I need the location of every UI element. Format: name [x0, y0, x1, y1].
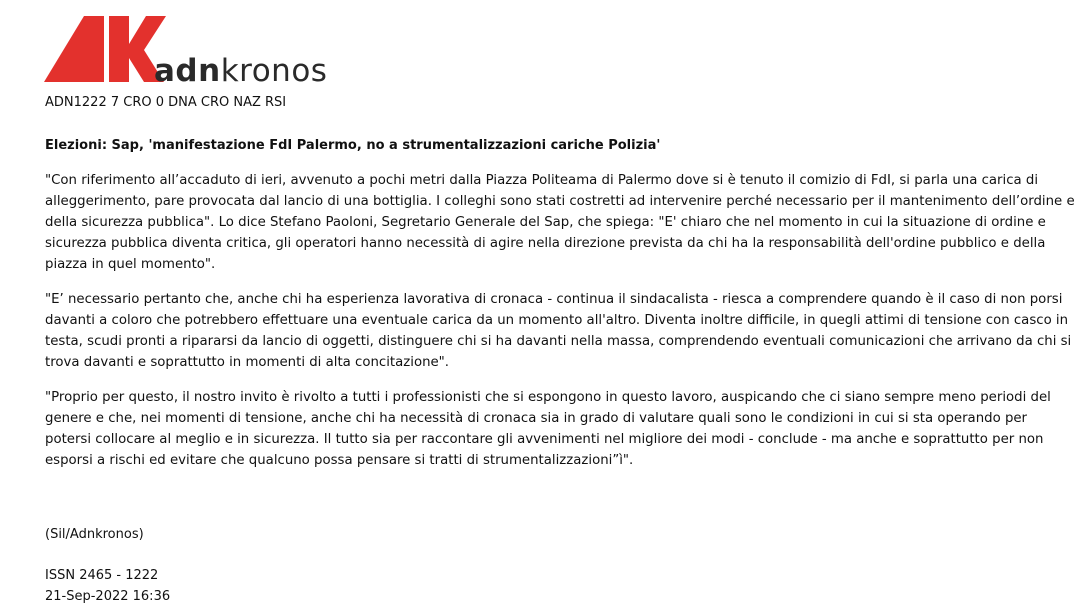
article [45, 92, 1075, 607]
article-headline: Elezioni: Sap, 'manifestazione FdI Palermo, no a strumentalizzazioni cariche Polizia' [45, 138, 661, 153]
adnkronos-logo [44, 14, 328, 89]
article-code: ADN1222 7 CRO 0 DNA CRO NAZ RSI [45, 95, 287, 110]
article-paragraph-1: "Con riferimento all’accaduto di ieri, avvenuto a pochi metri dalla Piazza Politeama di Palermo dove si è tenuto il comizio di FdI, si parla una carica di alleggerimento, pare provocata dal lancio di una bottiglia. I colleghi sono stati costretti ad intervenire perché necessario per il mantenimento dell’ordine e della sicurezza pubblica". Lo dice Stefano Paoloni, Segretario Generale del Sap, che spiega: "E' chiaro che nel momento in cui la situazione di ordine e sicurezza pubblica diventa critica, gli operatori hanno necessità di agire nella direzione prevista da chi ha la responsabilità dell'ordine pubblico e della piazza in quel momento". [45, 173, 1075, 272]
article-paragraph-2: "E’ necessario pertanto che, anche chi ha esperienza lavorativa di cronaca - continua il sindacalista - riesca a comprendere quando è il caso di non porsi davanti a coloro che potrebbero effettuare una eventuale carica da un momento all'altro. Diventa inoltre difficile, in quegli attimi di tensione con casco in testa, scudi pronti a ripararsi da lancio di oggetti, distinguere chi si ha davanti nella massa, comprendendo eventuali comunicazioni che arrivano da chi si trova davanti e soprattutto in momenti di alta concitazione". [45, 292, 1072, 370]
brand-light: kronos [220, 53, 328, 89]
article-date: 21-Sep-2022 16:36 [45, 589, 171, 604]
brand-bold: adn [154, 53, 221, 89]
article-paragraph-3: "Proprio per questo, il nostro invito è rivolto a tutti i professionisti che si espongono in questo lavoro, auspicando che ci siano sempre meno periodi del genere e che, nei momenti di tensione, anche chi ha necessità di cronaca sia in grado di valutare quali sono le condizioni in cui si sta operando per potersi collocare al meglio e in sicurezza. Il tutto sia per raccontare gli avvenimenti nel migliore dei modi - conclude - ma anche e soprattutto per non esporsi a rischi ed evitare che qualcuno possa pensare si tratti di strumentalizzazioni”ì". [45, 390, 1051, 468]
article-signature: (Sil/Adnkronos) [45, 527, 144, 542]
article-issn: ISSN 2465 - 1222 [45, 568, 159, 583]
adnkronos-wordmark [154, 52, 327, 90]
